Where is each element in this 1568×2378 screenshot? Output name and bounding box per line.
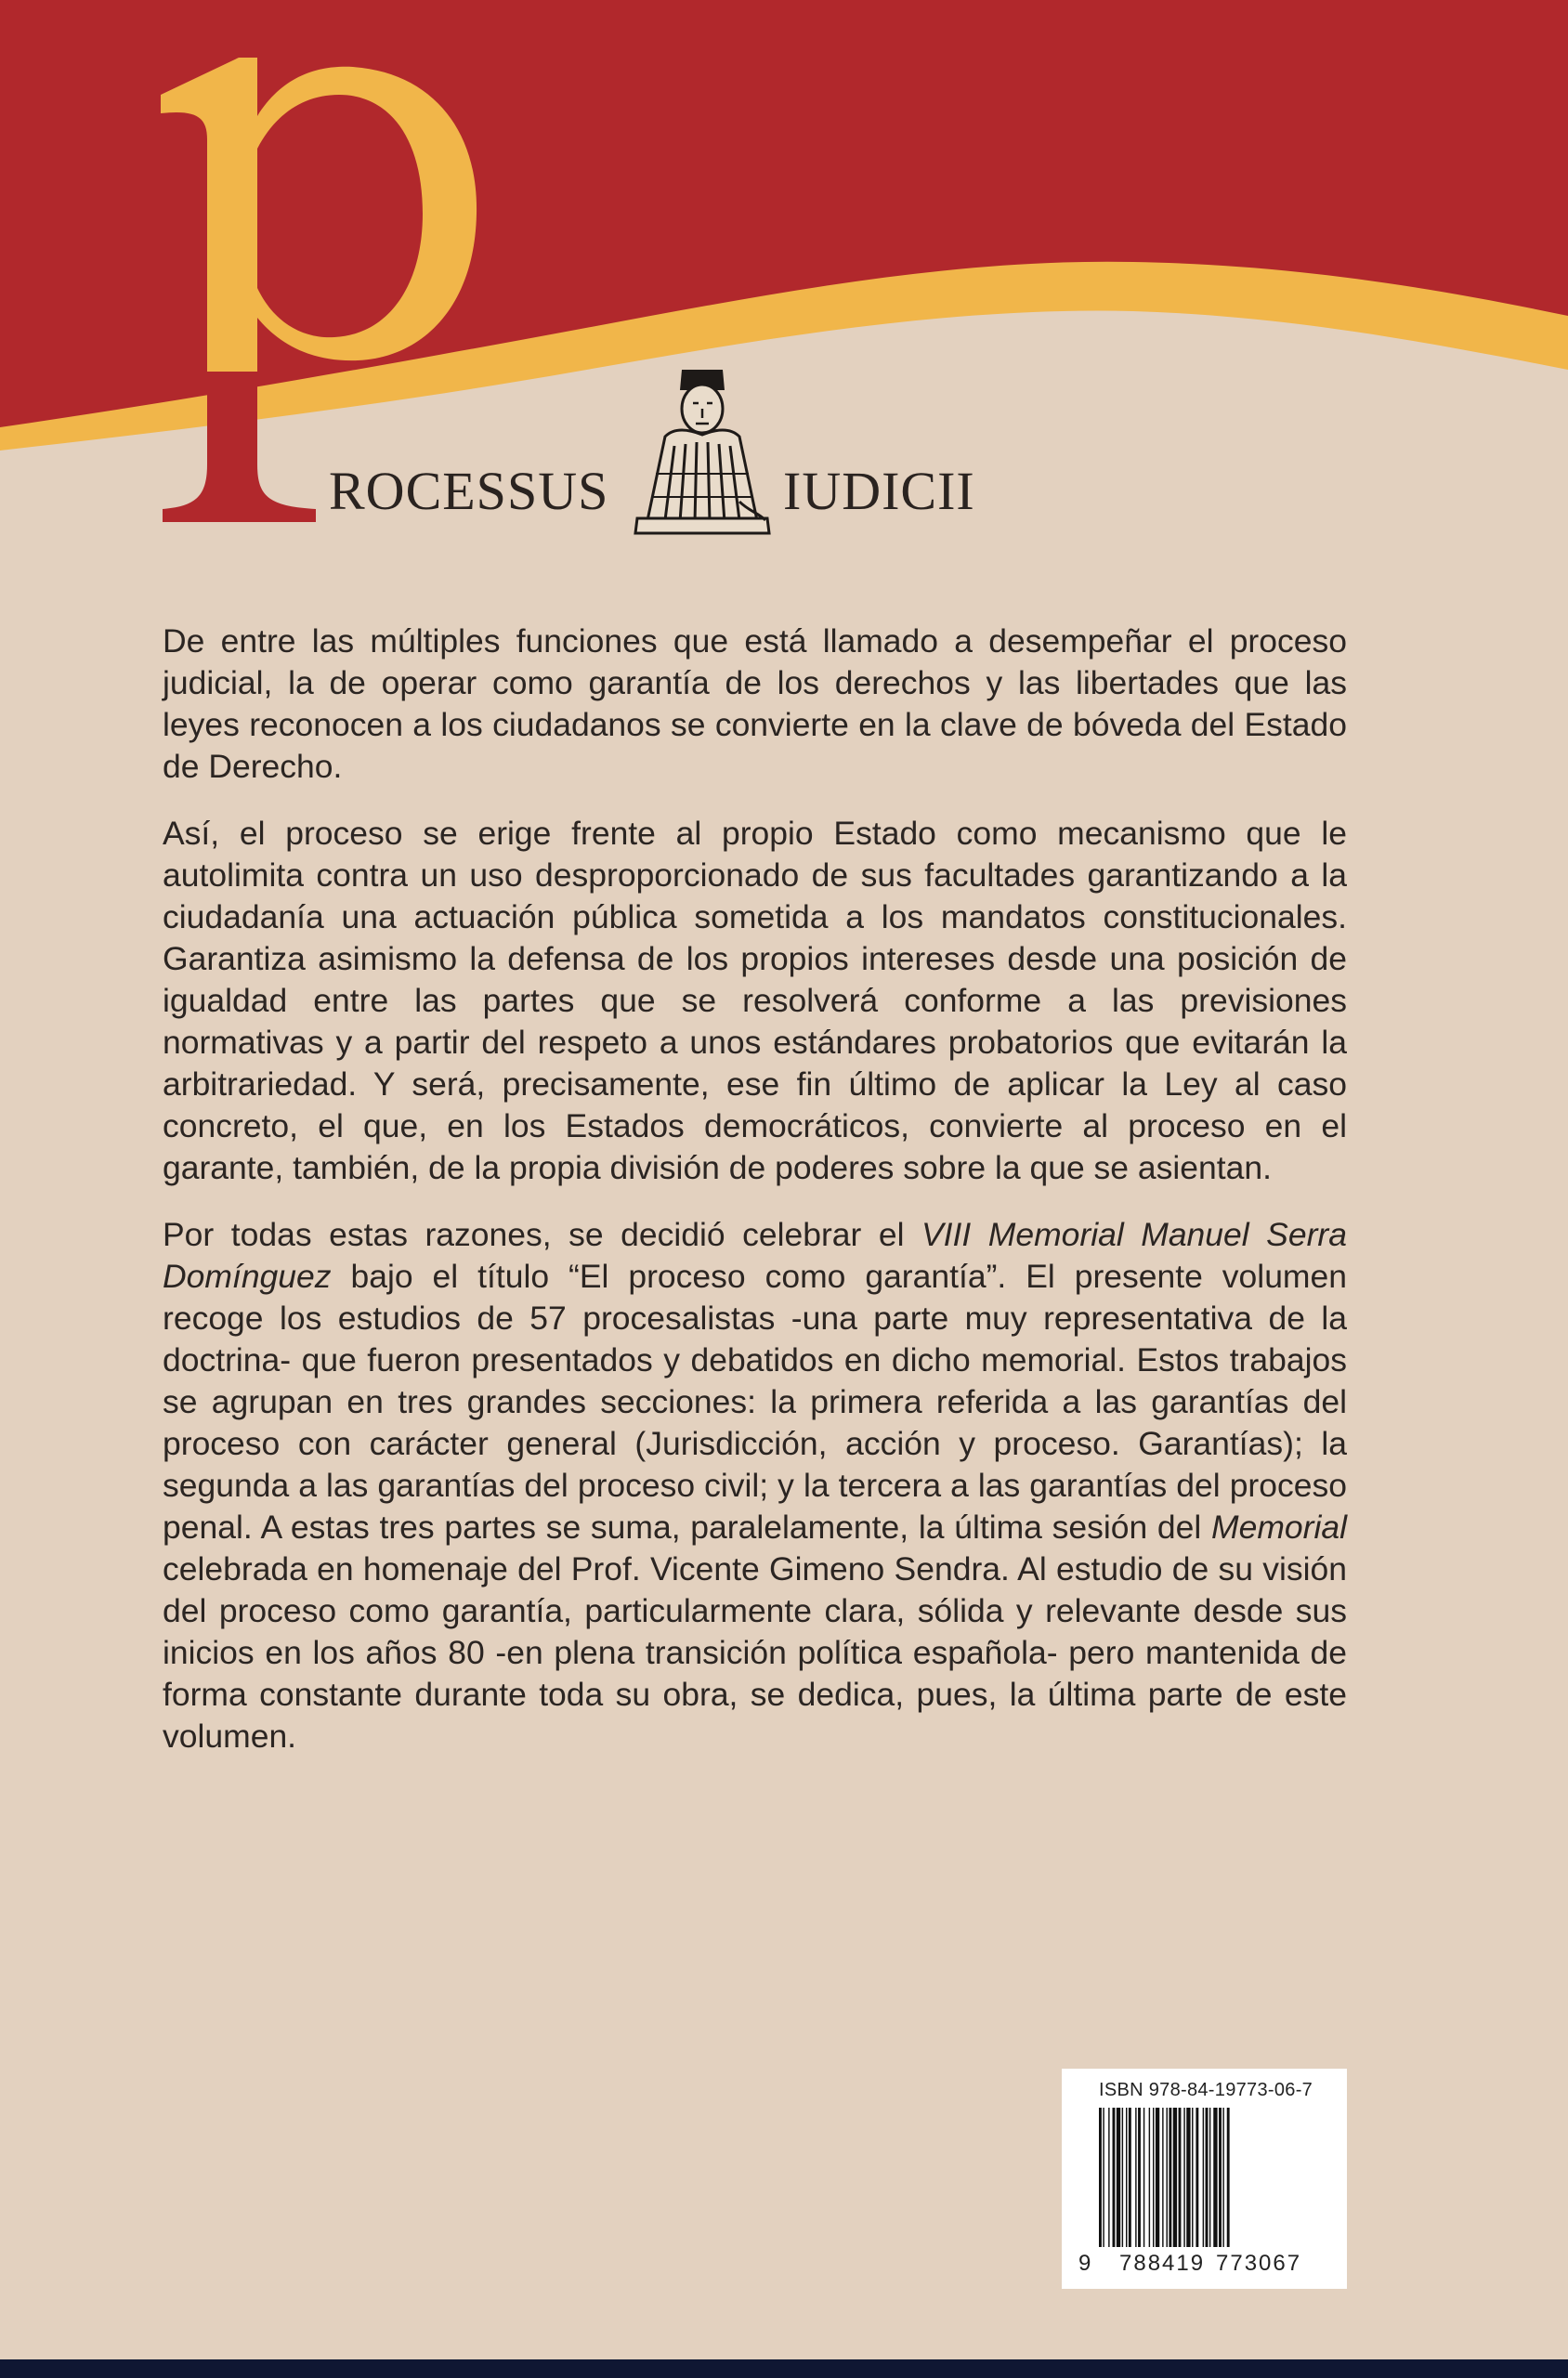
memorial-title: VIII Memorial Manuel Serra Domínguez [163,1216,1347,1295]
barcode-bar [1183,2108,1184,2247]
isbn-barcode [1062,2069,1347,2289]
bottom-edge-bar [0,2359,1568,2378]
barcode-bar [1206,2108,1209,2247]
barcode-bar [1186,2108,1190,2247]
isbn-label: ISBN 978-84-19773-06-7 [1099,2080,1313,2100]
blurb-paragraph-3 [163,1214,1347,1757]
barcode-bar [1203,2108,1204,2247]
barcode-bar [1122,2108,1123,2247]
back-cover-blurb [163,621,1347,1783]
barcode-bar [1113,2108,1116,2247]
barcode-bar [1149,2108,1150,2247]
series-title-iudicii: IUDICII [783,461,975,521]
scholar-figure-icon [619,362,786,539]
barcode-bar [1222,2108,1223,2247]
blurb-p3-part-a: Por todas estas razones, se decidió celebrar el [163,1216,921,1253]
blurb-paragraph-2: Así, el proceso se erige frente al propio Estado como mecanismo que le autolimita contra un uso desproporcionado de sus facultades garantizando a la ciudadanía una actuación pública sometida a los mandatos constitucionales. Garantiza asimismo la defensa de los propios intereses desde una posición de igualdad entre las partes que se resolverá conforme a las previsiones normativas y a partir del respeto a unos estándares probatorios que evitarán la arbitrariedad. Y será, precisamente, ese fin último de aplicar la Ley al caso concreto, el que, en los Estados democráticos, convierte al proceso en el garante, también, de la propia división de poderes sobre la que se asientan. [163,815,1347,1186]
blurb-p3-part-c: celebrada en homenaje del Prof. Vicente Gimeno Sendra. Al estudio de su visión del proceso como garantía, particularmente clara, sólida y relevante desde sus inicios en los años 80 -en plena transición política española- pero mantenida de forma constante durante toda su obra, se dedica, pues, la última parte de este volumen. [163,1550,1347,1755]
barcode-bar [1117,2108,1120,2247]
barcode-bar [1209,2108,1210,2247]
barcode-bar [1103,2108,1104,2247]
barcode-bar [1227,2108,1230,2247]
barcode-bar [1219,2108,1222,2247]
series-title-processus: ROCESSUS [329,461,609,521]
barcode-digits-left: 788419 [1119,2251,1206,2276]
blurb-paragraph-1: De entre las múltiples funciones que está llamado a desempeñar el proceso judicial, la de operar como garantía de los derechos y las libertades que las leyes reconocen a los ciudadanos se convierte en la clave de bóveda del Estado de Derecho. [163,622,1347,785]
barcode-bar [1173,2108,1177,2247]
barcode-digit-first: 9 [1078,2251,1093,2276]
barcode-bar [1156,2108,1159,2247]
barcode-bar [1169,2108,1171,2247]
barcode-bar [1213,2108,1217,2247]
barcode-bar [1192,2108,1193,2247]
barcode-bars [1099,2108,1322,2247]
barcode-bar [1135,2108,1136,2247]
barcode-bar [1108,2108,1109,2247]
barcode-bar [1196,2108,1198,2247]
barcode-digits-right: 773067 [1216,2251,1302,2276]
series-initial-p-logo [153,28,488,529]
barcode-bar [1153,2108,1154,2247]
barcode-bar [1167,2108,1168,2247]
barcode-bar [1138,2108,1141,2247]
barcode-bar [1162,2108,1163,2247]
barcode-bar [1143,2108,1144,2247]
barcode-bar [1126,2108,1127,2247]
memorial-word: Memorial [1211,1509,1347,1546]
barcode-bar [1179,2108,1182,2247]
barcode-bar [1129,2108,1131,2247]
barcode-bar [1099,2108,1102,2247]
blurb-p3-part-b: bajo el título “El proceso como garantía”. El presente volumen recoge los estudios de 57 procesalistas -una parte muy representativa de la doctrina- que fueron presentados y debatidos en dicho memorial. Estos trabajos se agrupan en tres grandes secciones: la primera referida a las garantías del proceso con carácter general (Jurisdicción, acción y proceso. Garantías); la segunda a las garantías del proceso civil; y la tercera a las garantías del proceso penal. A estas tres partes se suma, paralelamente, la última sesión del [163,1258,1347,1546]
